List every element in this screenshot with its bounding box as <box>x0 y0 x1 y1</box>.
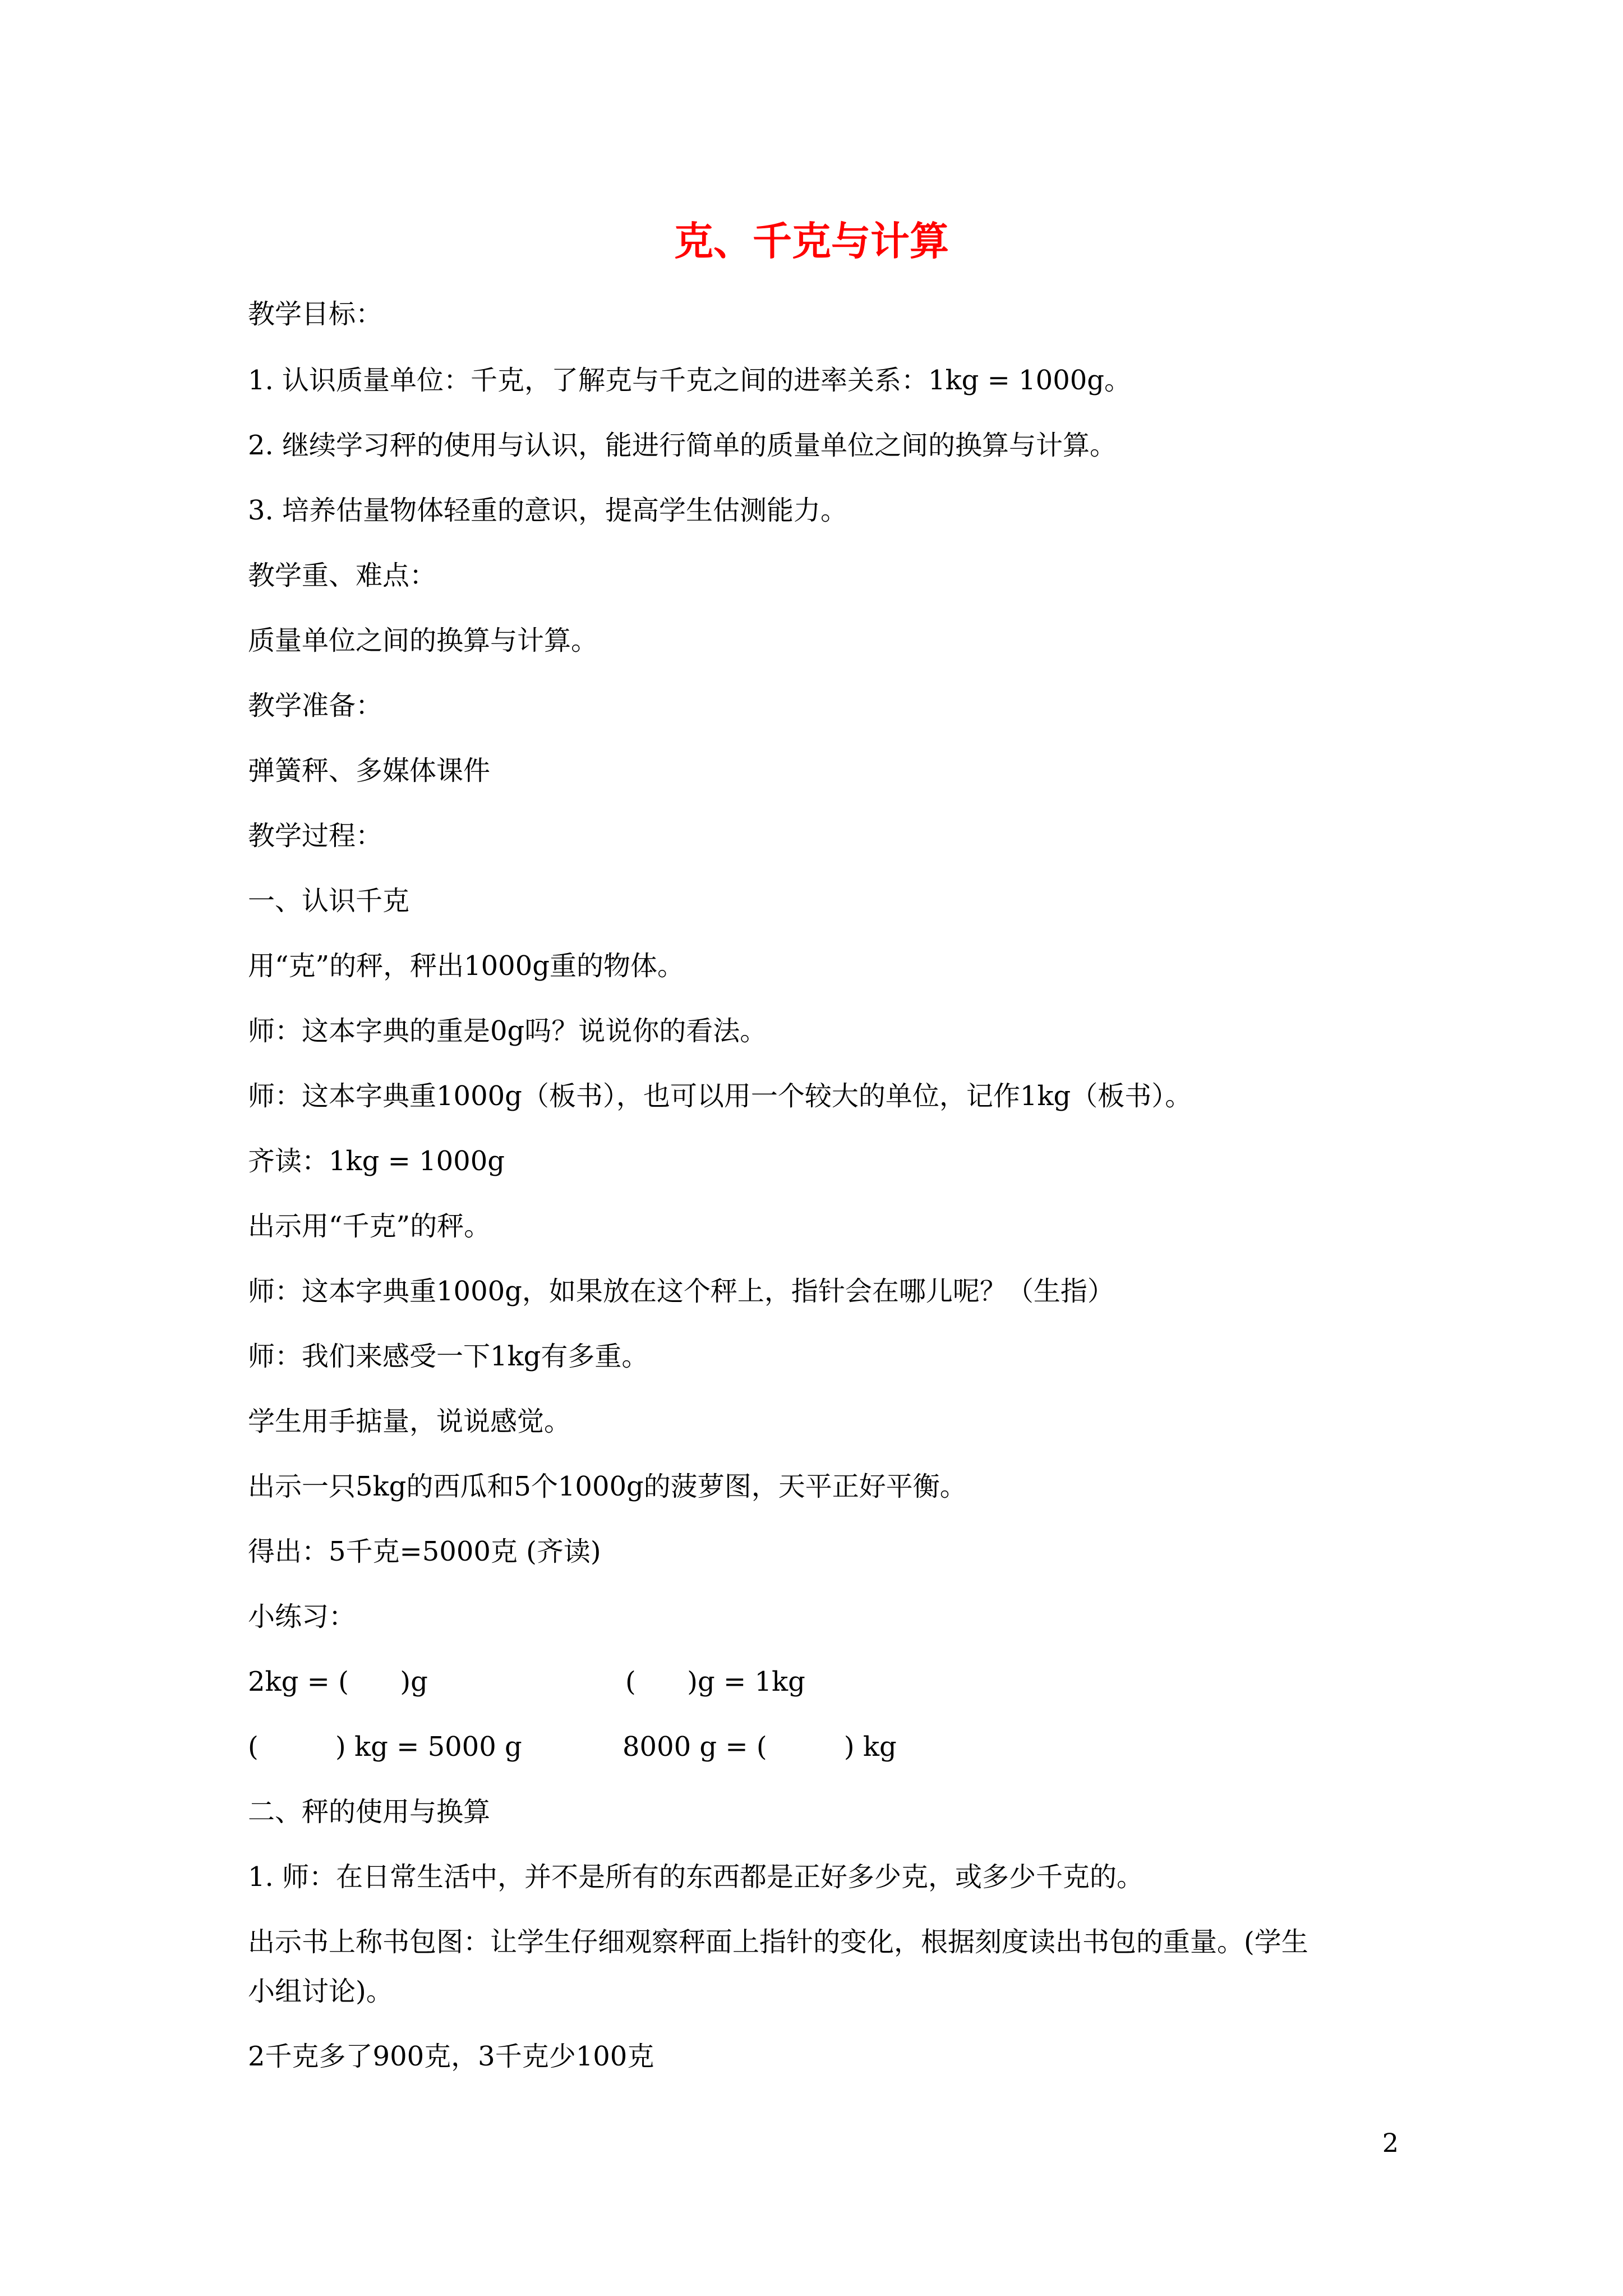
key-points-text: 质量单位之间的换算与计算。 <box>248 625 598 656</box>
document-title: 克、千克与计算 <box>674 218 949 264</box>
paragraph: 出示用“千克”的秤。 <box>248 1211 491 1242</box>
preparation-text: 弹簧秤、多媒体课件 <box>248 755 491 786</box>
section-heading-preparation: 教学准备： <box>248 690 383 721</box>
objective-3: 3. 培养估量物体轻重的意识，提高学生估测能力。 <box>248 495 848 526</box>
section-heading-objectives: 教学目标： <box>248 298 383 330</box>
objective-2: 2. 继续学习秤的使用与认识，能进行简单的质量单位之间的换算与计算。 <box>248 430 1117 461</box>
paragraph: 用“克”的秤，秤出1000g重的物体。 <box>248 950 684 982</box>
page-number: 2 <box>1382 2128 1399 2158</box>
practice-heading: 小练习： <box>248 1601 356 1632</box>
section-heading-process: 教学过程： <box>248 820 383 852</box>
exercise-row2-left: ( ) kg = 5000 g <box>248 1731 522 1763</box>
paragraph: 小组讨论)。 <box>248 1976 393 2007</box>
section-heading-key-points: 教学重、难点： <box>248 560 437 591</box>
part-one-heading: 一、认识千克 <box>248 885 410 917</box>
paragraph: 齐读：1kg = 1000g <box>248 1145 505 1177</box>
paragraph: 师：这本字典重1000g，如果放在这个秤上，指针会在哪儿呢？（生指） <box>248 1276 1114 1307</box>
paragraph: 师：这本字典重1000g（板书），也可以用一个较大的单位，记作1kg（板书）。 <box>248 1080 1192 1112</box>
exercise-row1-left: 2kg = ( )g <box>248 1666 428 1697</box>
paragraph: 学生用手掂量，说说感觉。 <box>248 1406 571 1437</box>
objective-1: 1. 认识质量单位：千克，了解克与千克之间的进率关系：1kg = 1000g。 <box>248 365 1132 396</box>
paragraph: 1. 师：在日常生活中，并不是所有的东西都是正好多少克，或多少千克的。 <box>248 1861 1144 1893</box>
paragraph: 出示书上称书包图：让学生仔细观察秤面上指针的变化，根据刻度读出书包的重量。(学生 <box>248 1926 1308 1958</box>
paragraph: 2千克多了900克，3千克少100克 <box>248 2041 654 2072</box>
paragraph: 出示一只5kg的西瓜和5个1000g的菠萝图，天平正好平衡。 <box>248 1471 967 1502</box>
exercise-row2-right: 8000 g = ( ) kg <box>623 1731 897 1763</box>
part-two-heading: 二、秤的使用与换算 <box>248 1796 491 1828</box>
paragraph: 师：这本字典的重是0g吗？说说你的看法。 <box>248 1015 767 1047</box>
paragraph: 师：我们来感受一下1kg有多重。 <box>248 1341 649 1372</box>
paragraph: 得出：5千克=5000克 (齐读) <box>248 1536 601 1567</box>
exercise-row1-right: ( )g = 1kg <box>625 1666 805 1697</box>
